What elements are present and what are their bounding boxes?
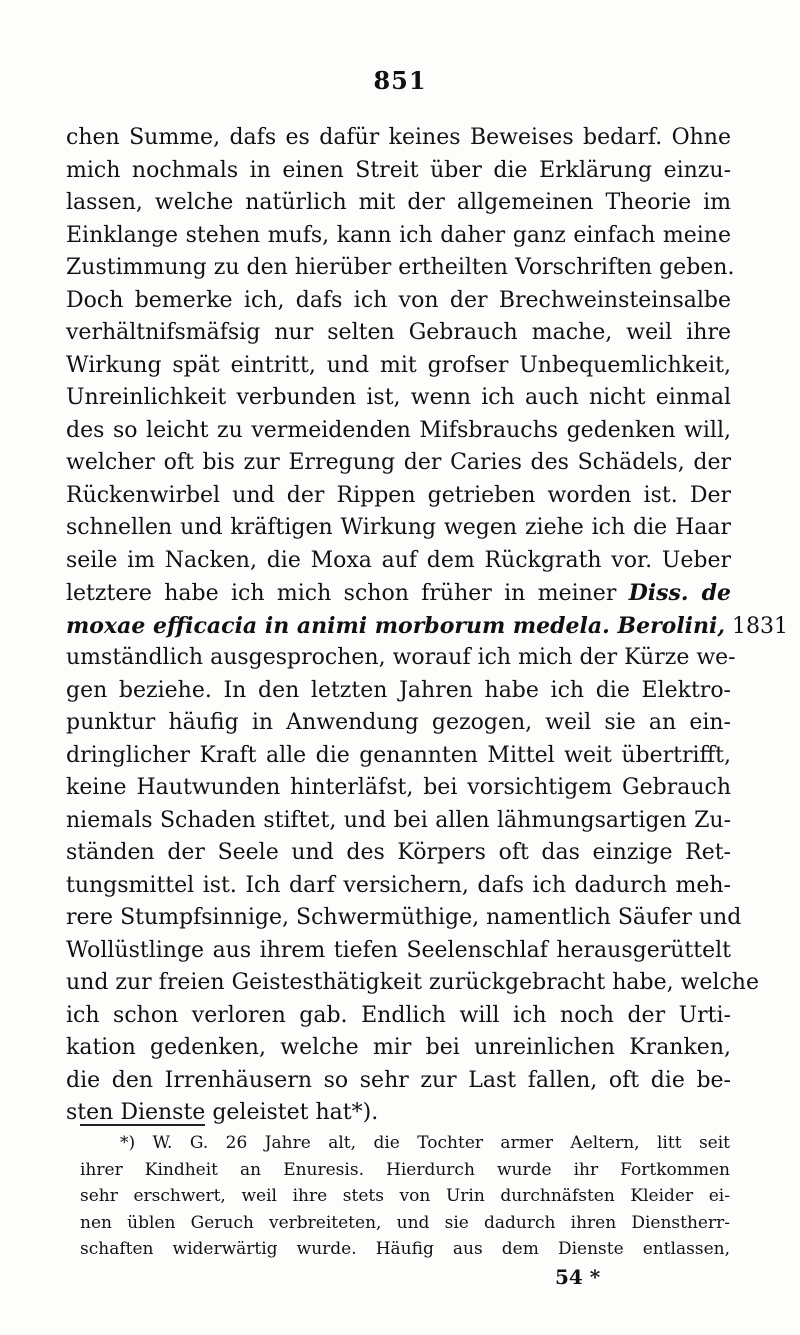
text-segment: des so leicht zu vermeidenden Mifsbrauchs gedenken will, — [66, 417, 731, 443]
text-segment: schnellen und kräftigen Wirkung wegen ziehe ich die Haar — [66, 515, 731, 540]
page-number: 851 — [373, 66, 427, 95]
text-line — [66, 187, 731, 220]
text-segment: 1831 — [725, 613, 789, 639]
signature-mark: 54 * — [555, 1265, 601, 1289]
text-segment: verhältnifsmäfsig nur selten Gebrauch mache, weil ihre — [66, 320, 731, 345]
text-line — [66, 707, 731, 740]
text-segment: sten Dienste geleistet hat*). — [66, 1100, 379, 1125]
text-line — [66, 837, 731, 870]
text-segment: Unreinlichkeit verbunden ist, wenn ich auch nicht einmal — [66, 385, 731, 410]
text-segment: rere Stumpfsinnige, Schwermüthige, namentlich Säufer und — [66, 905, 742, 930]
text-segment: welcher oft bis zur Erregung der Caries des Schädels, der — [66, 450, 731, 475]
text-line — [66, 642, 736, 675]
text-segment: Einklange stehen mufs, kann ich daher ganz einfach meine — [66, 222, 731, 248]
text-line — [66, 382, 731, 415]
footnote-line: nen üblen Geruch verbreiteten, und sie dadurch ihren Dienstherr- — [80, 1212, 730, 1233]
text-segment: tungsmittel ist. Ich darf versichern, dafs ich dadurch meh- — [66, 872, 731, 898]
text-line — [66, 1000, 731, 1033]
text-segment: die den Irrenhäusern so sehr zur Last fallen, oft die be- — [66, 1067, 731, 1093]
text-line — [66, 317, 731, 350]
footnote-line: sehr erschwert, weil ihre stets von Urin durchnäfsten Kleider ei- — [80, 1186, 730, 1206]
text-segment: punktur häufig in Anwendung gezogen, weil sie an ein- — [66, 710, 731, 735]
footnote-line: schaften widerwärtig wurde. Häufig aus dem Dienste entlassen, — [80, 1239, 730, 1259]
text-line — [66, 772, 731, 805]
text-line — [66, 1032, 731, 1065]
text-line — [66, 350, 731, 383]
text-line — [66, 545, 731, 578]
text-line — [66, 740, 731, 773]
text-line — [66, 285, 731, 318]
text-line — [66, 252, 735, 285]
text-line — [66, 512, 731, 545]
text-segment: lassen, welche natürlich mit der allgemeinen Theorie im — [66, 190, 731, 215]
text-segment: Doch bemerke ich, dafs ich von der Brechweinsteinsalbe — [66, 287, 731, 313]
text-line — [66, 610, 789, 643]
text-segment: gen beziehe. In den letzten Jahren habe ich die Elektro- — [66, 677, 731, 703]
italic-citation: moxae efficacia in animi morborum medela. Berolini, — [66, 612, 726, 639]
text-segment: und zur freien Geistesthätigkeit zurückgebracht habe, welche — [66, 970, 759, 995]
text-line — [66, 122, 731, 155]
text-line — [66, 902, 742, 935]
text-segment: keine Hautwunden hinterläfst, bei vorsichtigem Gebrauch — [66, 775, 731, 800]
text-segment: letztere habe ich mich schon früher in meiner — [66, 581, 629, 606]
footnote-line: ihrer Kindheit an Enuresis. Hierdurch wurde ihr Fortkommen — [80, 1159, 730, 1180]
text-line — [66, 220, 731, 253]
text-segment: mich nochmals in einen Streit über die Erklärung einzu- — [66, 157, 731, 183]
text-segment: umständlich ausgesprochen, worauf ich mich der Kürze we- — [66, 645, 736, 670]
italic-citation: Diss. de — [628, 580, 732, 606]
footnote-rule — [80, 1124, 205, 1126]
text-line — [66, 577, 731, 610]
text-line — [66, 967, 759, 1000]
main-text — [66, 122, 789, 1130]
text-segment: niemals Schaden stiftet, und bei allen lähmungsartigen Zu- — [66, 807, 731, 833]
text-line — [66, 870, 731, 903]
text-segment: ich schon verloren gab. Endlich will ich noch der Urti- — [66, 1002, 731, 1028]
text-segment: Wirkung spät eintritt, und mit grofser Unbequemlichkeit, — [66, 352, 731, 378]
text-segment: Rückenwirbel und der Rippen getrieben worden ist. Der — [66, 482, 731, 508]
text-line — [66, 480, 731, 513]
footnote-line: *) W. G. 26 Jahre alt, die Tochter armer Aeltern, litt seit — [120, 1133, 730, 1153]
text-line — [66, 447, 731, 480]
text-line — [66, 415, 731, 448]
text-line — [66, 935, 731, 968]
text-segment: kation gedenken, welche mir bei unreinlichen Kranken, — [66, 1035, 731, 1060]
text-segment: chen Summe, dafs es dafür keines Beweises bedarf. Ohne — [66, 125, 731, 150]
text-line — [66, 155, 731, 188]
text-segment: ständen der Seele und des Körpers oft das einzige Ret- — [66, 840, 731, 865]
text-segment: Zustimmung zu den hierüber ertheilten Vorschriften geben. — [66, 255, 735, 280]
footnote — [80, 1130, 730, 1263]
text-line — [66, 805, 731, 838]
text-segment: Wollüstlinge aus ihrem tiefen Seelenschlaf herausgerüttelt — [66, 937, 731, 963]
text-segment: dringlicher Kraft alle die genannten Mittel weit übertrifft, — [66, 742, 731, 768]
text-segment: seile im Nacken, die Moxa auf dem Rückgrath vor. Ueber — [66, 547, 731, 573]
text-line — [66, 675, 731, 708]
text-line — [66, 1065, 731, 1098]
